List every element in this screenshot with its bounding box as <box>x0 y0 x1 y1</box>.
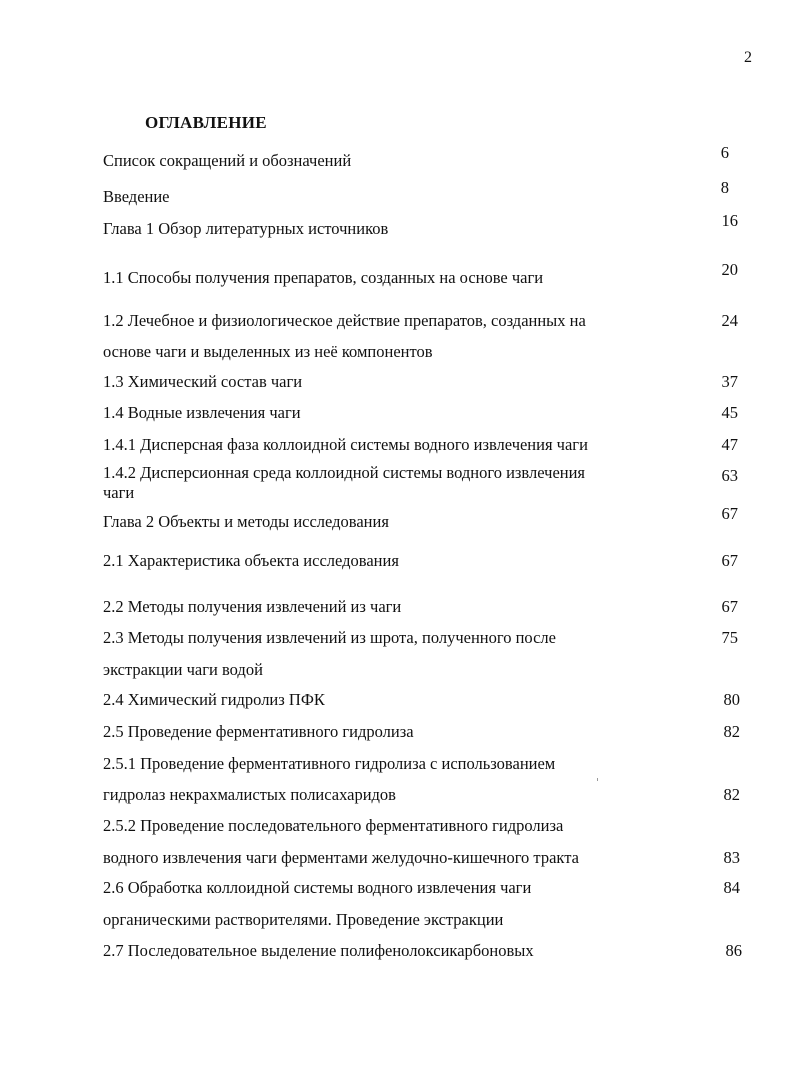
toc-entry-page: 84 <box>723 878 740 897</box>
toc-entry-text-continued: экстракции чаги водой <box>103 660 263 679</box>
toc-entry-text: Список сокращений и обозначений <box>103 151 352 170</box>
toc-entry-page: 83 <box>723 848 740 867</box>
toc-entry-text: 1.1 Способы получения препаратов, созданных на основе чаги <box>103 268 544 287</box>
toc-entry-page: 67 <box>721 551 738 570</box>
toc-entry-text: 2.7 Последовательное выделение полифенолоксикарбоновых <box>103 941 534 960</box>
toc-entry-page: 67 <box>721 597 738 616</box>
toc-entry-page: 47 <box>721 435 738 454</box>
toc-entry-page: 82 <box>723 722 740 741</box>
toc-entry-text: 2.6 Обработка коллоидной системы водного извлечения чаги <box>103 878 532 897</box>
toc-entry-text: 1.4 Водные извлечения чаги <box>103 403 301 422</box>
toc-entry-text: Глава 1 Обзор литературных источников <box>103 219 389 238</box>
toc-entry-page: 37 <box>721 372 738 391</box>
scan-speck <box>597 778 598 781</box>
toc-entry-page: 80 <box>723 690 740 709</box>
toc-title: ОГЛАВЛЕНИЕ <box>145 113 267 132</box>
toc-entry-text: 2.2 Методы получения извлечений из чаги <box>103 597 402 616</box>
toc-entry-page: 67 <box>721 504 738 523</box>
toc-entry-text: 2.4 Химический гидролиз ПФК <box>103 690 325 709</box>
toc-entry-text: 2.3 Методы получения извлечений из шрота, полученного после <box>103 628 556 647</box>
toc-entry-page: 20 <box>721 260 738 279</box>
toc-entry-text-continued: чаги <box>103 483 135 502</box>
toc-entry-text: 2.5.2 Проведение последовательного ферментативного гидролиза <box>103 816 564 835</box>
toc-entry-text-continued: основе чаги и выделенных из неё компонентов <box>103 342 433 361</box>
toc-entry-text: 1.4.1 Дисперсная фаза коллоидной системы водного извлечения чаги <box>103 435 588 454</box>
toc-entry-text: 2.5 Проведение ферментативного гидролиза <box>103 722 414 741</box>
toc-entry-page: 8 <box>720 178 729 197</box>
toc-entry-page: 24 <box>721 311 738 330</box>
toc-entry-page: 16 <box>721 211 738 230</box>
toc-entry-text: 2.1 Характеристика объекта исследования <box>103 551 399 570</box>
toc-entry-text-continued: органическими растворителями. Проведение экстракции <box>103 910 504 929</box>
toc-entry-text: 2.5.1 Проведение ферментативного гидролиза с использованием <box>103 754 556 773</box>
toc-entry-page: 86 <box>725 941 742 960</box>
toc-entry-text: 1.4.2 Дисперсионная среда коллоидной системы водного извлечения <box>103 463 586 482</box>
toc-entry-text-continued: гидролаз некрахмалистых полисахаридов <box>103 785 396 804</box>
toc-entry-page: 82 <box>723 785 740 804</box>
toc-entry-text-continued: водного извлечения чаги ферментами желудочно-кишечного тракта <box>103 848 579 867</box>
page-number: 2 <box>744 49 752 66</box>
toc-entry-text: 1.2 Лечебное и физиологическое действие препаратов, созданных на <box>103 311 586 330</box>
toc-entry-text: Введение <box>103 187 170 206</box>
toc-entry-page: 45 <box>721 403 738 422</box>
toc-entry-text: 1.3 Химический состав чаги <box>103 372 303 391</box>
toc-entry-page: 75 <box>721 628 738 647</box>
toc-entry-text: Глава 2 Объекты и методы исследования <box>103 512 389 531</box>
toc-entry-page: 6 <box>720 143 729 162</box>
toc-entry-page: 63 <box>721 466 738 485</box>
